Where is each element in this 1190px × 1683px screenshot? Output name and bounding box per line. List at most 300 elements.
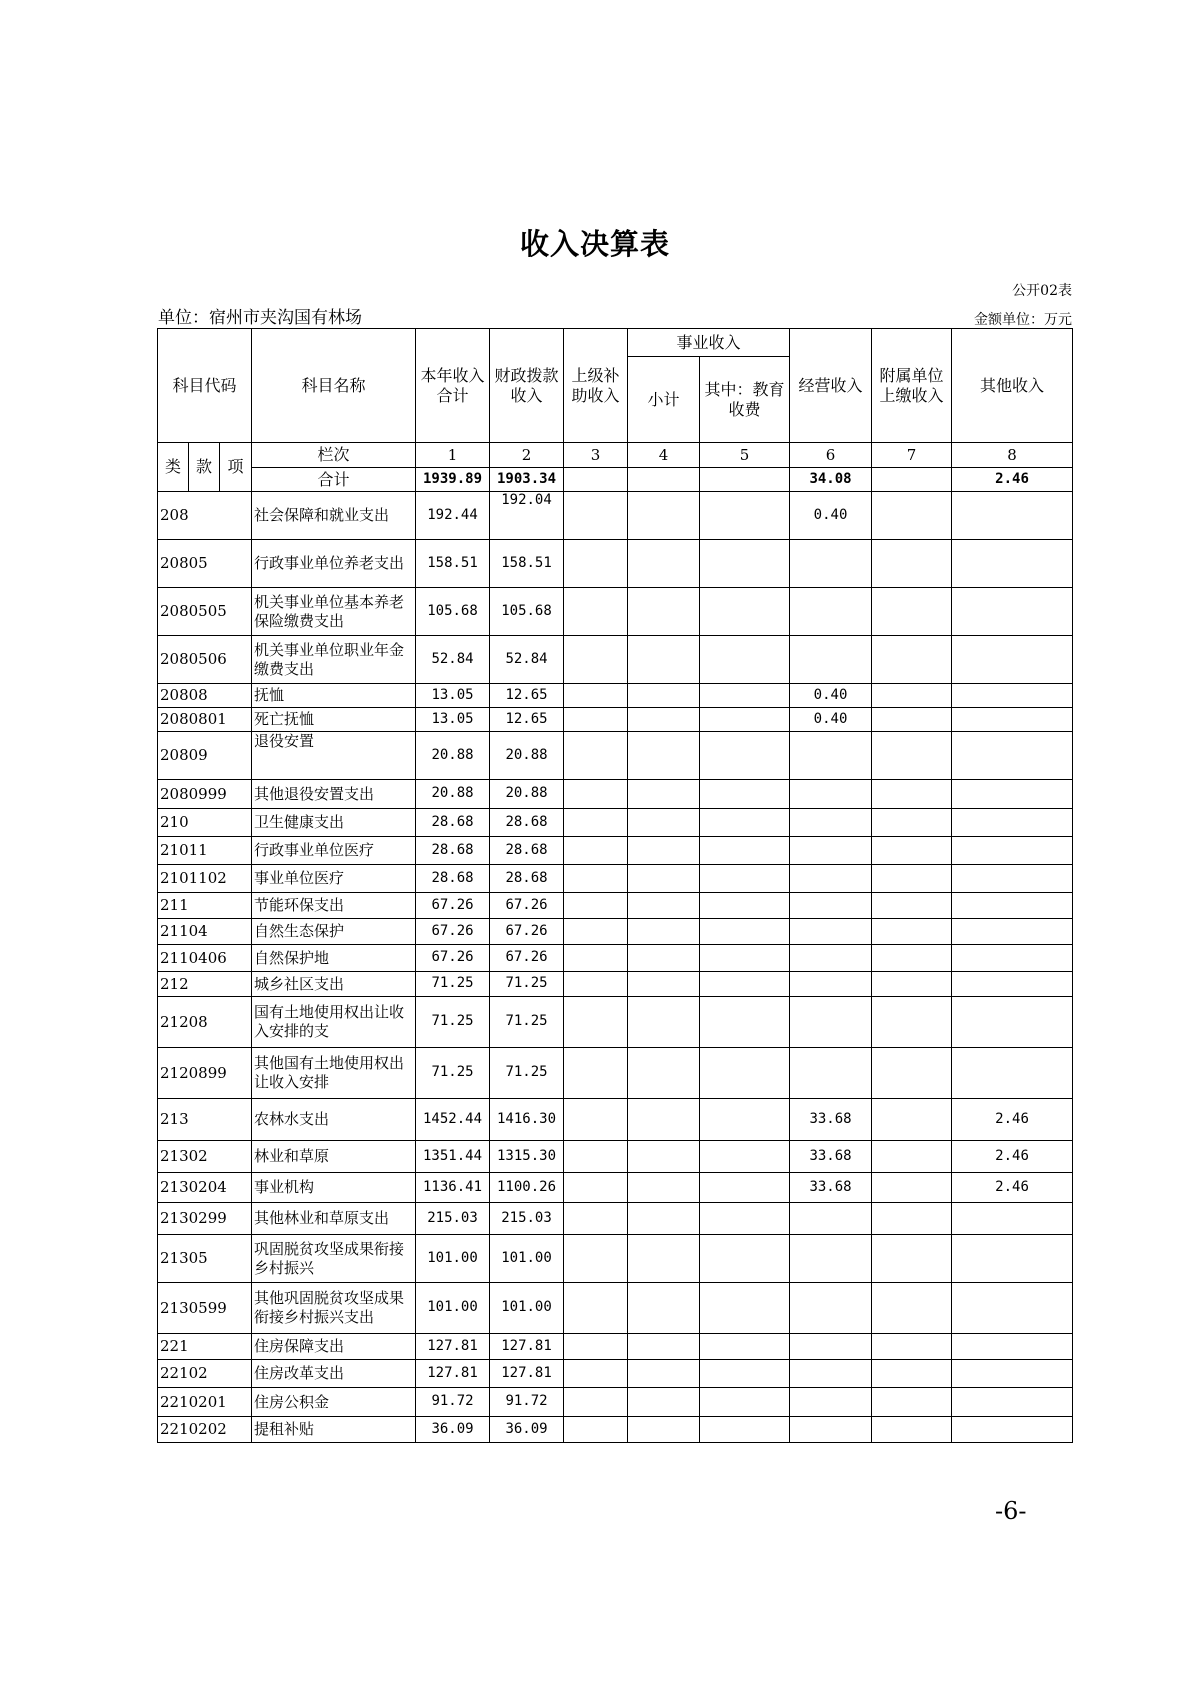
row-total: 71.25 <box>416 997 490 1048</box>
table-row <box>158 1099 1073 1141</box>
row-subtotal <box>628 945 700 972</box>
row-other: 2.46 <box>952 1141 1073 1173</box>
row-code: 208 <box>158 492 252 540</box>
row-subtotal <box>628 732 700 780</box>
row-fiscal: 28.68 <box>490 865 564 893</box>
row-fiscal: 158.51 <box>490 540 564 588</box>
row-total: 20.88 <box>416 780 490 809</box>
row-code: 21208 <box>158 997 252 1048</box>
total-affiliated <box>872 468 952 492</box>
row-name: 机关事业单位基本养老保险缴费支出 <box>252 588 416 636</box>
row-operating <box>790 1048 872 1099</box>
table-row <box>158 893 1073 919</box>
row-subtotal <box>628 1235 700 1283</box>
row-fiscal: 192.04 <box>490 492 564 540</box>
row-total: 158.51 <box>416 540 490 588</box>
row-affiliated <box>872 540 952 588</box>
row-subtotal <box>628 1334 700 1360</box>
row-superior <box>564 684 628 708</box>
col-number: 1 <box>416 443 490 468</box>
row-superior <box>564 1360 628 1388</box>
table-row <box>158 636 1073 684</box>
row-name: 机关事业单位职业年金缴费支出 <box>252 636 416 684</box>
row-other <box>952 837 1073 865</box>
data-rows <box>158 492 1073 1443</box>
row-subtotal <box>628 865 700 893</box>
header-subtotal: 小计 <box>628 357 700 443</box>
row-superior <box>564 1099 628 1141</box>
table-row <box>158 492 1073 540</box>
row-affiliated <box>872 636 952 684</box>
row-edu-fee <box>700 1334 790 1360</box>
row-code: 20809 <box>158 732 252 780</box>
table-row <box>158 997 1073 1048</box>
row-subtotal <box>628 893 700 919</box>
row-total: 101.00 <box>416 1235 490 1283</box>
row-fiscal: 36.09 <box>490 1417 564 1443</box>
row-name: 退役安置 <box>252 732 416 780</box>
row-affiliated <box>872 997 952 1048</box>
row-total: 1136.41 <box>416 1173 490 1203</box>
table-row <box>158 708 1073 732</box>
row-subtotal <box>628 1173 700 1203</box>
row-fiscal: 28.68 <box>490 809 564 837</box>
row-name: 节能环保支出 <box>252 893 416 919</box>
row-superior <box>564 540 628 588</box>
row-superior <box>564 636 628 684</box>
col-number: 6 <box>790 443 872 468</box>
row-other <box>952 780 1073 809</box>
row-code: 2110406 <box>158 945 252 972</box>
row-code: 2080999 <box>158 780 252 809</box>
row-total: 28.68 <box>416 809 490 837</box>
row-total: 20.88 <box>416 732 490 780</box>
row-operating: 0.40 <box>790 492 872 540</box>
header-other: 其他收入 <box>952 329 1073 443</box>
table-row <box>158 1173 1073 1203</box>
table-row <box>158 1235 1073 1283</box>
table-row <box>158 732 1073 780</box>
header-affiliated: 附属单位上缴收入 <box>872 329 952 443</box>
row-edu-fee <box>700 636 790 684</box>
row-operating <box>790 997 872 1048</box>
total-superior <box>564 468 628 492</box>
row-superior <box>564 1141 628 1173</box>
row-edu-fee <box>700 684 790 708</box>
row-fiscal: 12.65 <box>490 708 564 732</box>
header-subject-code: 科目代码 <box>158 329 252 443</box>
table-row <box>158 1283 1073 1334</box>
row-other <box>952 919 1073 945</box>
header-business-income: 事业收入 <box>628 329 790 357</box>
table-row <box>158 1203 1073 1235</box>
row-fiscal: 127.81 <box>490 1334 564 1360</box>
row-subtotal <box>628 1203 700 1235</box>
row-operating <box>790 1360 872 1388</box>
row-other <box>952 1360 1073 1388</box>
row-fiscal: 101.00 <box>490 1235 564 1283</box>
row-total: 1351.44 <box>416 1141 490 1173</box>
row-affiliated <box>872 1334 952 1360</box>
row-affiliated <box>872 837 952 865</box>
row-superior <box>564 919 628 945</box>
table-row <box>158 684 1073 708</box>
total-fiscal: 1903.34 <box>490 468 564 492</box>
row-subtotal <box>628 1283 700 1334</box>
unit-label: 单位：宿州市夹沟国有林场 <box>158 308 362 328</box>
row-subtotal <box>628 1388 700 1417</box>
row-code: 2120899 <box>158 1048 252 1099</box>
row-edu-fee <box>700 1099 790 1141</box>
row-affiliated <box>872 809 952 837</box>
row-total: 127.81 <box>416 1360 490 1388</box>
row-fiscal: 71.25 <box>490 1048 564 1099</box>
row-other <box>952 1283 1073 1334</box>
row-code: 2130204 <box>158 1173 252 1203</box>
row-name: 事业机构 <box>252 1173 416 1203</box>
row-other <box>952 492 1073 540</box>
row-name: 死亡抚恤 <box>252 708 416 732</box>
row-name: 行政事业单位养老支出 <box>252 540 416 588</box>
table-row <box>158 1334 1073 1360</box>
table-row <box>158 972 1073 997</box>
header-kuan: 款 <box>189 443 220 492</box>
row-operating <box>790 732 872 780</box>
row-fiscal: 67.26 <box>490 919 564 945</box>
row-other <box>952 997 1073 1048</box>
row-operating <box>790 1417 872 1443</box>
row-fiscal: 71.25 <box>490 997 564 1048</box>
row-operating <box>790 1203 872 1235</box>
row-operating <box>790 945 872 972</box>
header-lanci: 栏次 <box>252 443 416 468</box>
row-code: 213 <box>158 1099 252 1141</box>
row-name: 国有土地使用权出让收入安排的支 <box>252 997 416 1048</box>
row-code: 21302 <box>158 1141 252 1173</box>
col-number: 4 <box>628 443 700 468</box>
row-superior <box>564 972 628 997</box>
row-other <box>952 865 1073 893</box>
row-code: 2080801 <box>158 708 252 732</box>
row-affiliated <box>872 1048 952 1099</box>
row-superior <box>564 1334 628 1360</box>
row-fiscal: 215.03 <box>490 1203 564 1235</box>
row-other <box>952 945 1073 972</box>
col-number: 8 <box>952 443 1073 468</box>
row-name: 其他巩固脱贫攻坚成果衔接乡村振兴支出 <box>252 1283 416 1334</box>
row-edu-fee <box>700 1417 790 1443</box>
row-code: 221 <box>158 1334 252 1360</box>
row-name: 卫生健康支出 <box>252 809 416 837</box>
row-superior <box>564 492 628 540</box>
page-title: 收入决算表 <box>519 227 670 261</box>
total-other: 2.46 <box>952 468 1073 492</box>
row-operating: 33.68 <box>790 1141 872 1173</box>
col-number: 7 <box>872 443 952 468</box>
row-superior <box>564 1283 628 1334</box>
row-affiliated <box>872 865 952 893</box>
row-affiliated <box>872 780 952 809</box>
total-edu-fee <box>700 468 790 492</box>
table-row <box>158 780 1073 809</box>
row-code: 2210201 <box>158 1388 252 1417</box>
row-operating <box>790 1334 872 1360</box>
table-row <box>158 919 1073 945</box>
row-total: 13.05 <box>416 708 490 732</box>
row-affiliated <box>872 1417 952 1443</box>
row-subtotal <box>628 684 700 708</box>
table-row <box>158 1048 1073 1099</box>
row-other <box>952 809 1073 837</box>
row-superior <box>564 809 628 837</box>
row-other <box>952 684 1073 708</box>
row-superior <box>564 708 628 732</box>
row-superior <box>564 732 628 780</box>
row-other <box>952 1203 1073 1235</box>
row-affiliated <box>872 1360 952 1388</box>
row-fiscal: 1416.30 <box>490 1099 564 1141</box>
row-affiliated <box>872 732 952 780</box>
row-edu-fee <box>700 997 790 1048</box>
row-code: 21011 <box>158 837 252 865</box>
row-code: 2080505 <box>158 588 252 636</box>
row-superior <box>564 1235 628 1283</box>
row-code: 2130299 <box>158 1203 252 1235</box>
row-superior <box>564 1048 628 1099</box>
row-operating <box>790 809 872 837</box>
row-operating <box>790 1283 872 1334</box>
row-name: 城乡社区支出 <box>252 972 416 997</box>
row-name: 抚恤 <box>252 684 416 708</box>
row-edu-fee <box>700 540 790 588</box>
table-row <box>158 865 1073 893</box>
row-superior <box>564 893 628 919</box>
row-operating <box>790 636 872 684</box>
row-affiliated <box>872 708 952 732</box>
row-subtotal <box>628 708 700 732</box>
row-other <box>952 540 1073 588</box>
total-subtotal <box>628 468 700 492</box>
row-total: 13.05 <box>416 684 490 708</box>
row-edu-fee <box>700 1141 790 1173</box>
row-subtotal <box>628 1099 700 1141</box>
row-subtotal <box>628 1141 700 1173</box>
table-row <box>158 1417 1073 1443</box>
row-subtotal <box>628 588 700 636</box>
row-code: 212 <box>158 972 252 997</box>
row-edu-fee <box>700 809 790 837</box>
row-subtotal <box>628 780 700 809</box>
row-subtotal <box>628 837 700 865</box>
row-affiliated <box>872 1099 952 1141</box>
row-edu-fee <box>700 865 790 893</box>
row-other <box>952 972 1073 997</box>
row-edu-fee <box>700 1048 790 1099</box>
row-fiscal: 127.81 <box>490 1360 564 1388</box>
row-edu-fee <box>700 588 790 636</box>
row-name: 自然生态保护 <box>252 919 416 945</box>
row-name: 其他退役安置支出 <box>252 780 416 809</box>
row-edu-fee <box>700 1360 790 1388</box>
row-total: 52.84 <box>416 636 490 684</box>
row-operating: 33.68 <box>790 1099 872 1141</box>
row-fiscal: 52.84 <box>490 636 564 684</box>
row-name: 林业和草原 <box>252 1141 416 1173</box>
row-other: 2.46 <box>952 1173 1073 1203</box>
table-row <box>158 588 1073 636</box>
row-operating <box>790 540 872 588</box>
row-subtotal <box>628 636 700 684</box>
row-other <box>952 708 1073 732</box>
header-total: 本年收入合计 <box>416 329 490 443</box>
row-affiliated <box>872 972 952 997</box>
row-name: 其他国有土地使用权出让收入安排 <box>252 1048 416 1099</box>
row-edu-fee <box>700 1235 790 1283</box>
row-fiscal: 1100.26 <box>490 1173 564 1203</box>
page-number: -6- <box>995 1497 1027 1525</box>
row-total: 215.03 <box>416 1203 490 1235</box>
row-affiliated <box>872 893 952 919</box>
header-lei: 类 <box>158 443 189 492</box>
col-number: 2 <box>490 443 564 468</box>
row-edu-fee <box>700 972 790 997</box>
row-subtotal <box>628 997 700 1048</box>
total-row-label: 合计 <box>252 468 416 492</box>
row-operating <box>790 588 872 636</box>
row-affiliated <box>872 945 952 972</box>
row-subtotal <box>628 809 700 837</box>
row-name: 社会保障和就业支出 <box>252 492 416 540</box>
row-affiliated <box>872 1388 952 1417</box>
row-edu-fee <box>700 1283 790 1334</box>
row-code: 20805 <box>158 540 252 588</box>
row-superior <box>564 945 628 972</box>
row-edu-fee <box>700 780 790 809</box>
row-affiliated <box>872 588 952 636</box>
row-superior <box>564 837 628 865</box>
row-operating <box>790 1388 872 1417</box>
header-fiscal: 财政拨款收入 <box>490 329 564 443</box>
row-subtotal <box>628 1417 700 1443</box>
row-affiliated <box>872 684 952 708</box>
row-affiliated <box>872 1235 952 1283</box>
row-name: 农林水支出 <box>252 1099 416 1141</box>
row-other <box>952 732 1073 780</box>
row-total: 1452.44 <box>416 1099 490 1141</box>
row-code: 21104 <box>158 919 252 945</box>
row-name: 自然保护地 <box>252 945 416 972</box>
row-edu-fee <box>700 1173 790 1203</box>
row-operating <box>790 1235 872 1283</box>
row-total: 36.09 <box>416 1417 490 1443</box>
row-operating <box>790 972 872 997</box>
row-code: 211 <box>158 893 252 919</box>
row-name: 事业单位医疗 <box>252 865 416 893</box>
row-edu-fee <box>700 1388 790 1417</box>
row-name: 提租补贴 <box>252 1417 416 1443</box>
row-superior <box>564 588 628 636</box>
row-operating <box>790 893 872 919</box>
row-total: 67.26 <box>416 945 490 972</box>
row-affiliated <box>872 919 952 945</box>
row-total: 105.68 <box>416 588 490 636</box>
row-edu-fee <box>700 893 790 919</box>
row-superior <box>564 1173 628 1203</box>
row-affiliated <box>872 492 952 540</box>
col-number: 3 <box>564 443 628 468</box>
row-subtotal <box>628 492 700 540</box>
row-edu-fee <box>700 837 790 865</box>
row-operating: 33.68 <box>790 1173 872 1203</box>
row-total: 192.44 <box>416 492 490 540</box>
row-superior <box>564 1388 628 1417</box>
row-name: 巩固脱贫攻坚成果衔接乡村振兴 <box>252 1235 416 1283</box>
row-other <box>952 1235 1073 1283</box>
row-affiliated <box>872 1203 952 1235</box>
row-total: 71.25 <box>416 972 490 997</box>
row-code: 21305 <box>158 1235 252 1283</box>
row-fiscal: 28.68 <box>490 837 564 865</box>
row-operating <box>790 919 872 945</box>
row-other <box>952 893 1073 919</box>
money-unit: 金额单位：万元 <box>974 312 1072 328</box>
row-subtotal <box>628 1360 700 1388</box>
row-fiscal: 12.65 <box>490 684 564 708</box>
form-number: 公开02表 <box>1012 283 1072 299</box>
row-edu-fee <box>700 1203 790 1235</box>
row-superior <box>564 1203 628 1235</box>
row-total: 28.68 <box>416 837 490 865</box>
header-subject-name: 科目名称 <box>252 329 416 443</box>
row-edu-fee <box>700 919 790 945</box>
row-other <box>952 636 1073 684</box>
table-row <box>158 809 1073 837</box>
row-subtotal <box>628 540 700 588</box>
table-row <box>158 1141 1073 1173</box>
row-name: 住房保障支出 <box>252 1334 416 1360</box>
header-operating: 经营收入 <box>790 329 872 443</box>
row-total: 67.26 <box>416 893 490 919</box>
header-edu-fee: 其中：教育收费 <box>700 357 790 443</box>
row-name: 行政事业单位医疗 <box>252 837 416 865</box>
row-total: 67.26 <box>416 919 490 945</box>
row-affiliated <box>872 1283 952 1334</box>
row-fiscal: 71.25 <box>490 972 564 997</box>
row-edu-fee <box>700 492 790 540</box>
row-superior <box>564 780 628 809</box>
row-other: 2.46 <box>952 1099 1073 1141</box>
table-row <box>158 540 1073 588</box>
row-edu-fee <box>700 945 790 972</box>
row-other <box>952 1048 1073 1099</box>
header-superior: 上级补助收入 <box>564 329 628 443</box>
total-operating: 34.08 <box>790 468 872 492</box>
row-code: 2210202 <box>158 1417 252 1443</box>
row-code: 22102 <box>158 1360 252 1388</box>
row-code: 210 <box>158 809 252 837</box>
row-fiscal: 67.26 <box>490 945 564 972</box>
col-number: 5 <box>700 443 790 468</box>
row-edu-fee <box>700 732 790 780</box>
table-row <box>158 945 1073 972</box>
row-operating: 0.40 <box>790 684 872 708</box>
row-total: 28.68 <box>416 865 490 893</box>
row-superior <box>564 997 628 1048</box>
row-subtotal <box>628 919 700 945</box>
row-other <box>952 588 1073 636</box>
row-affiliated <box>872 1173 952 1203</box>
row-fiscal: 20.88 <box>490 780 564 809</box>
